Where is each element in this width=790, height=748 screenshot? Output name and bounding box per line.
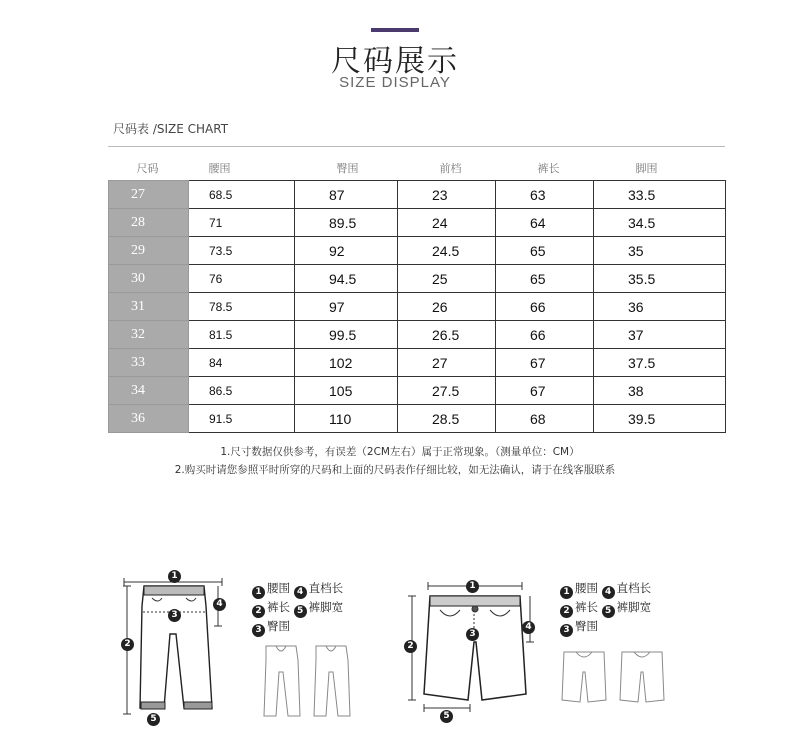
value-cell: 68	[496, 405, 594, 433]
marker-4-icon: 4	[213, 598, 226, 611]
legend-label: 直档长	[308, 581, 344, 595]
value-cell: 26.5	[398, 321, 496, 349]
table-header-row	[109, 156, 726, 181]
shorts-marker-2-icon: 2	[404, 640, 417, 653]
value-cell: 35	[594, 237, 726, 265]
long-pants-sketches	[262, 640, 362, 720]
table-row	[109, 321, 726, 349]
table-row	[109, 377, 726, 405]
value-cell: 38	[594, 377, 726, 405]
header-front-rise: 前档	[439, 162, 462, 175]
shorts-illustration	[400, 576, 550, 716]
header-size: 尺码	[136, 162, 159, 175]
legend-num-icon: 1	[560, 586, 573, 599]
value-cell: 92	[295, 237, 398, 265]
shorts-marker-3-icon: 3	[466, 628, 479, 641]
value-cell: 27	[398, 349, 496, 377]
value-cell: 94.5	[295, 265, 398, 293]
value-cell: 91.5	[189, 405, 295, 433]
value-cell: 97	[295, 293, 398, 321]
marker-2-icon: 2	[121, 638, 134, 651]
legend-num-icon: 1	[252, 586, 265, 599]
legend-num-icon: 2	[252, 605, 265, 618]
size-table	[108, 156, 726, 433]
value-cell: 33.5	[594, 181, 726, 209]
value-cell: 37	[594, 321, 726, 349]
legend-num-icon: 5	[602, 605, 615, 618]
legend-num-icon: 4	[602, 586, 615, 599]
header-length: 裤长	[537, 162, 560, 175]
value-cell: 66	[496, 293, 594, 321]
legend-label: 裤脚宽	[616, 600, 652, 614]
value-cell: 23	[398, 181, 496, 209]
header-leg-opening: 脚围	[635, 162, 658, 175]
value-cell: 24.5	[398, 237, 496, 265]
table-row	[109, 209, 726, 237]
legend-label: 腰围	[575, 581, 598, 595]
shorts-marker-4-icon: 4	[522, 621, 535, 634]
table-row	[109, 405, 726, 433]
title-accent-bar	[371, 28, 419, 32]
value-cell: 76	[189, 265, 295, 293]
shorts-marker-5-icon: 5	[440, 710, 453, 723]
table-row	[109, 293, 726, 321]
size-chart-label: 尺码表 /SIZE CHART	[113, 122, 229, 136]
table-row	[109, 237, 726, 265]
page-title: 尺码展示	[331, 44, 459, 79]
value-cell: 39.5	[594, 405, 726, 433]
value-cell: 86.5	[189, 377, 295, 405]
value-cell: 65	[496, 237, 594, 265]
value-cell: 89.5	[295, 209, 398, 237]
value-cell: 34.5	[594, 209, 726, 237]
value-cell: 37.5	[594, 349, 726, 377]
value-cell: 105	[295, 377, 398, 405]
shorts-sketches	[560, 644, 670, 710]
value-cell: 81.5	[189, 321, 295, 349]
value-cell: 26	[398, 293, 496, 321]
value-cell: 65	[496, 265, 594, 293]
size-cell: 29	[109, 237, 189, 265]
size-cell: 34	[109, 377, 189, 405]
value-cell: 63	[496, 181, 594, 209]
table-row	[109, 181, 726, 209]
legend-label: 臀围	[575, 619, 598, 633]
value-cell: 28.5	[398, 405, 496, 433]
table-row	[109, 265, 726, 293]
legend-num-icon: 5	[294, 605, 307, 618]
marker-1-icon: 1	[168, 570, 181, 583]
value-cell: 102	[295, 349, 398, 377]
value-cell: 24	[398, 209, 496, 237]
legend-num-icon: 4	[294, 586, 307, 599]
size-cell: 28	[109, 209, 189, 237]
value-cell: 78.5	[189, 293, 295, 321]
legend-label: 直档长	[616, 581, 652, 595]
value-cell: 67	[496, 349, 594, 377]
size-cell: 32	[109, 321, 189, 349]
value-cell: 27.5	[398, 377, 496, 405]
legend-label: 腰围	[267, 581, 290, 595]
legend-label: 裤长	[575, 600, 598, 614]
legend-num-icon: 2	[560, 605, 573, 618]
legend-label: 裤脚宽	[308, 600, 344, 614]
value-cell: 84	[189, 349, 295, 377]
shorts-marker-1-icon: 1	[466, 580, 479, 593]
value-cell: 35.5	[594, 265, 726, 293]
legend-left	[252, 580, 343, 637]
legend-num-icon: 3	[252, 624, 265, 637]
size-cell: 27	[109, 181, 189, 209]
table-row	[109, 349, 726, 377]
size-cell: 31	[109, 293, 189, 321]
value-cell: 71	[189, 209, 295, 237]
marker-5-icon: 5	[147, 713, 160, 726]
value-cell: 73.5	[189, 237, 295, 265]
value-cell: 87	[295, 181, 398, 209]
divider	[108, 146, 725, 147]
page-subtitle: SIZE DISPLAY	[339, 74, 451, 91]
legend-label: 裤长	[267, 600, 290, 614]
header-hip: 臀围	[336, 162, 359, 175]
value-cell: 110	[295, 405, 398, 433]
value-cell: 67	[496, 377, 594, 405]
value-cell: 36	[594, 293, 726, 321]
legend-label: 臀围	[267, 619, 290, 633]
note-2: 2.购买时请您参照平时所穿的尺码和上面的尺码表作仔细比较，如无法确认，请于在线客服联系	[174, 464, 616, 476]
value-cell: 99.5	[295, 321, 398, 349]
value-cell: 68.5	[189, 181, 295, 209]
size-cell: 33	[109, 349, 189, 377]
marker-3-icon: 3	[168, 609, 181, 622]
note-1: 1.尺寸数据仅供参考，有误差（2CM左右）属于正常现象。（测量单位：CM）	[220, 446, 580, 458]
size-cell: 30	[109, 265, 189, 293]
legend-num-icon: 3	[560, 624, 573, 637]
value-cell: 66	[496, 321, 594, 349]
header-waist: 腰围	[208, 162, 231, 175]
size-cell: 36	[109, 405, 189, 433]
legend-right	[560, 580, 651, 637]
value-cell: 25	[398, 265, 496, 293]
value-cell: 64	[496, 209, 594, 237]
